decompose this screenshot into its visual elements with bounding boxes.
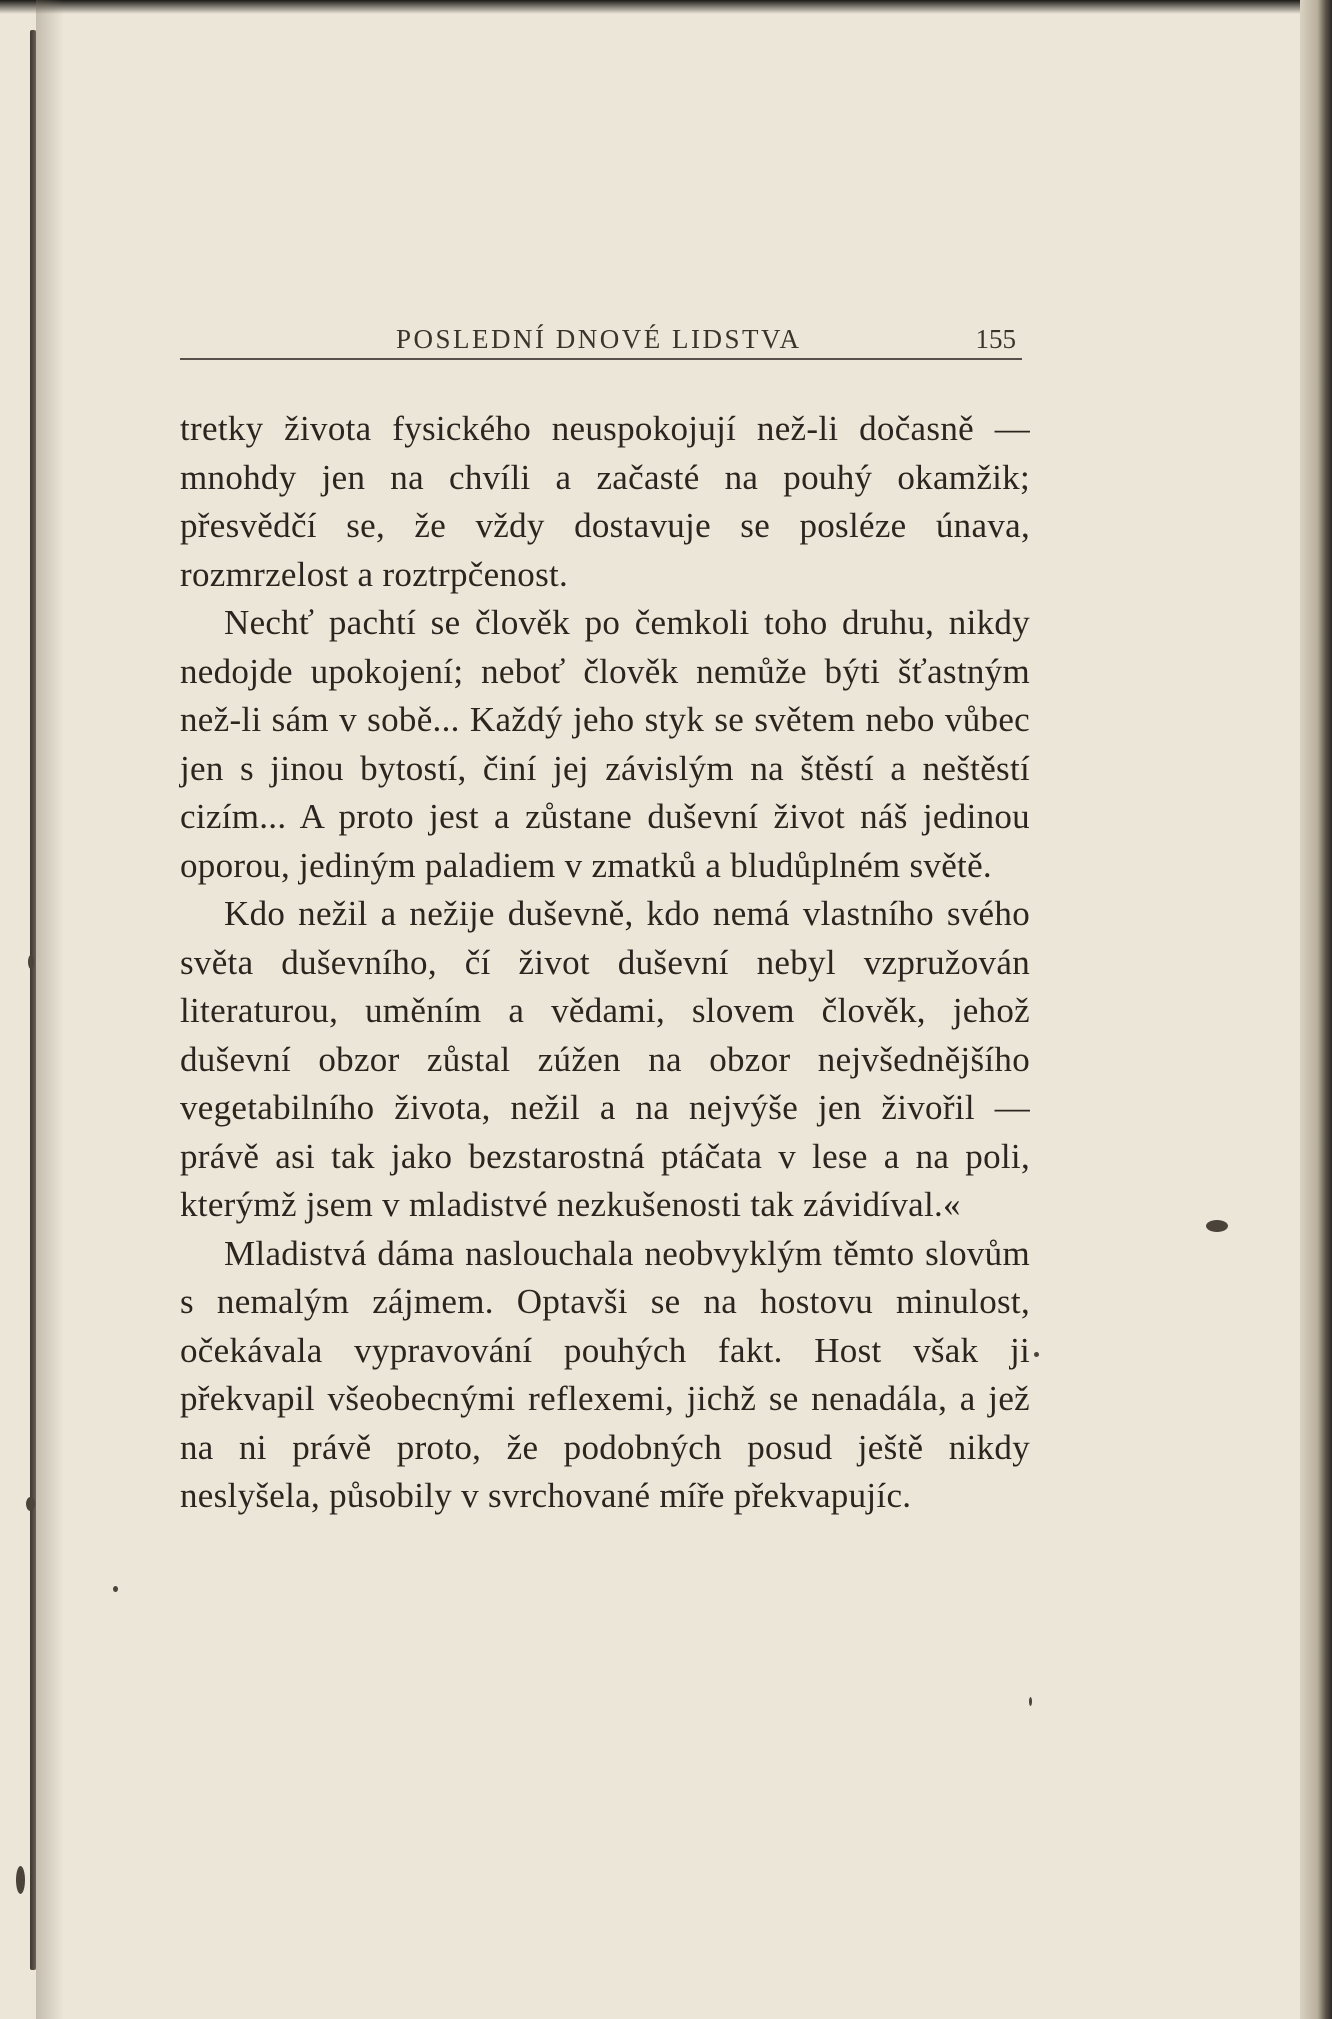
margin-speck xyxy=(113,1586,118,1592)
margin-speck xyxy=(26,1497,35,1511)
top-scan-shadow xyxy=(0,0,1332,14)
paragraph: Nechť pachtí se člověk po čemkoli toho druhu, nikdy nedojde upokojení; neboť člověk nemůže býti šťastným než-li sám v sobě... Každý jeho styk se světem nebo vůbec jen s jinou bytostí, činí jej závislým na štěstí a neštěstí cizím... A proto jest a zůstane duševní život náš jedinou oporou, jediným paladiem v zmatků a bludůplném světě. xyxy=(180,603,1030,885)
paragraph: Mladistvá dáma naslouchala neobvyklým těmto slovům s nemalým zájmem. Optavši se na hostovu minulost, očekávala vypravování pouhých fakt. Host však ji překvapil všeobecnými reflexemi, jichž se nenadála, a jež na ni právě proto, že podobných posud ještě nikdy neslyšela, působily v svrchované míře překvapujíc. xyxy=(180,1233,1030,1515)
paragraph: tretky života fysického neuspokojují než-li dočasně — mnohdy jen na chvíli a začasté na pouhý okamžik; přesvědčí se, že vždy dostavuje se posléze únava, rozmrzelost a roztrpčenost. xyxy=(180,409,1030,594)
running-title: POSLEDNÍ DNOVÉ LIDSTVA xyxy=(396,324,802,354)
running-header xyxy=(180,320,1022,360)
page-number: 155 xyxy=(975,324,1016,354)
paragraph: Kdo nežil a nežije duševně, kdo nemá vlastního svého světa duševního, čí život duševní nebyl vzpružován literaturou, uměním a vědami, slovem člověk, jehož duševní obzor zůstal zúžen na obzor nejvšednějšího vegetabilního života, nežil a na nejvýše jen živořil — právě asi tak jako bezstarostná ptáčata v lese a na poli, kterýmž jsem v mladistvé nezkušenosti tak závidíval.« xyxy=(180,894,1030,1224)
margin-speck xyxy=(1034,1352,1039,1357)
margin-speck xyxy=(16,1866,25,1894)
header-rule xyxy=(180,358,1022,360)
body-text xyxy=(180,405,1030,1521)
margin-speck xyxy=(28,955,34,969)
margin-speck xyxy=(1206,1220,1228,1232)
page-edge xyxy=(1300,0,1332,2019)
margin-speck xyxy=(1029,1697,1032,1706)
spine-shadow xyxy=(36,0,64,2019)
